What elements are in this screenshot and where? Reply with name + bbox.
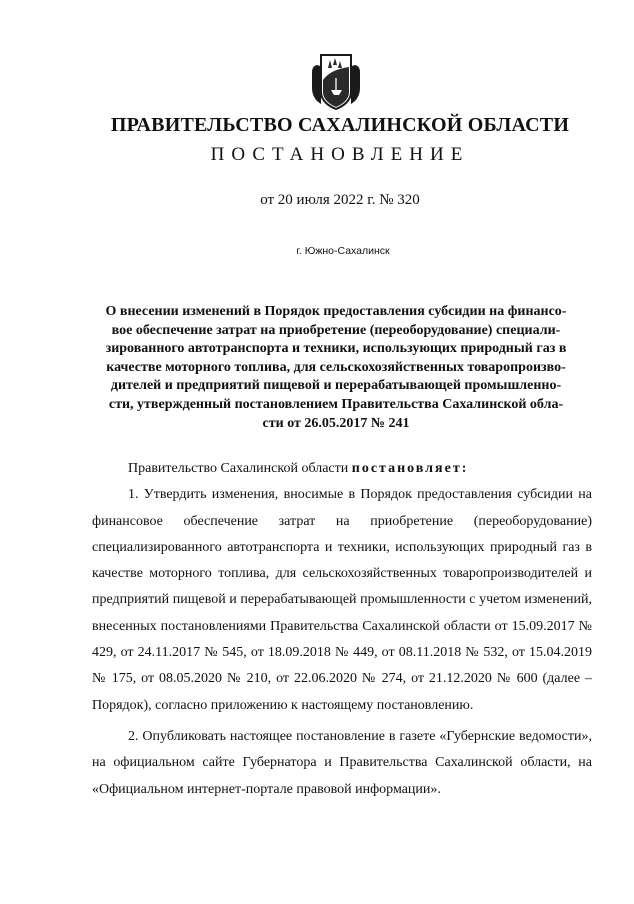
item-2: 2. Опубликовать настоящее постановление в газете «Губернские ведомости», на официальном сайте Губернатора и Правительства Сахалинской области, на «Официальном интернет-портале правовой информации». (92, 728, 592, 797)
preamble (92, 456, 592, 482)
heading-line: сти от 26.05.2017 № 241 (262, 415, 410, 431)
preamble-lead: Правительство Сахалинской области (128, 461, 349, 476)
document-type: ПОСТАНОВЛЕНИЕ (210, 144, 470, 165)
heading-line: вое обеспечение затрат на приобретение (переоборудование) специали- (111, 322, 561, 338)
item-1: 1. Утвердить изменения, вносимые в Порядок предоставления субсидии на финансовое обеспечение затрат на приобретение (переоборудование) специализированного автотранспорта и техники, использующих природный газ в качестве моторного топлива, для сельскохозяйственных товаропроизводителей и предприятий пищевой и перерабатывающей промышленности с учетом изменений, внесенных постановлениями Правительства Сахалинской области от 15.09.2017 № 429, от 24.11.2017 № 545, от 18.09.2018 № 449, от 08.11.2018 № 532, от 15.04.2019 № 175, от 08.05.2020 № 210, от 22.06.2020 № 274, от 21.12.2020 № 600 (далее – Порядок), согласно приложению к настоящему постановлению. (92, 487, 592, 713)
heading-line: О внесении изменений в Порядок предоставления субсидии на финансо- (105, 304, 567, 319)
date-and-number: от 20 июля 2022 г. № 320 (260, 192, 420, 208)
city-name: г. Южно-Сахалинск (296, 245, 390, 257)
heading-line: сти, утвержденный постановлением Правительства Сахалинской обла- (108, 396, 564, 412)
sakhalin-coat-of-arms-icon (311, 52, 361, 110)
heading-line: дителей и предприятий пищевой и перерабатывающей промышленно- (110, 378, 562, 394)
authority-title: ПРАВИТЕЛЬСТВО САХАЛИНСКОЙ ОБЛАСТИ (110, 114, 570, 136)
preamble-verb: постановляет: (351, 461, 469, 476)
document-body (92, 456, 592, 803)
heading-line: качестве моторного топлива, для сельскохозяйственных товаропроизво- (106, 359, 566, 375)
heading-line: зированного автотранспорта и техники, использующих природный газ в (105, 341, 567, 357)
resolution-heading (82, 303, 590, 433)
